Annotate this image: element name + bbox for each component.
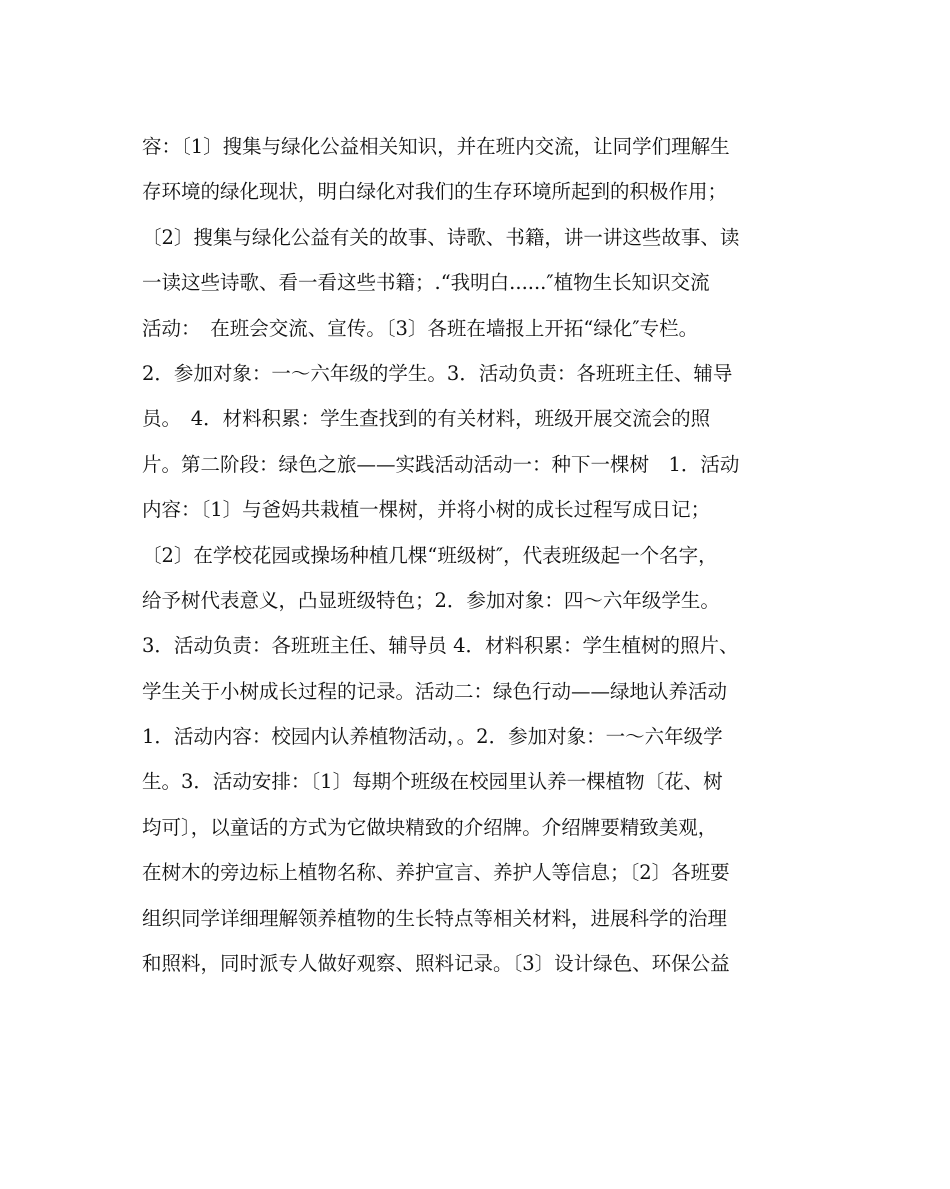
text-line: 员。 4．材料积累：学生查找到的有关材料，班级开展交流会的照 (142, 407, 711, 431)
text-line: 生。3．活动安排：〔1〕每期个班级在校园里认养一棵植物〔花、树 (142, 770, 723, 794)
text-line: 存环境的绿化现状，明白绿化对我们的生存环境所起到的积极作用； (142, 180, 728, 204)
text-line: 1．活动内容：校园内认养植物活动，。2．参加对象：一～六年级学 (142, 725, 723, 749)
text-line: 容：〔1〕搜集与绿化公益相关知识，并在班内交流，让同学们理解生 (142, 135, 730, 158)
text-line: 给予树代表意义，凸显班级特色；2．参加对象：四～六年级学生。 (142, 588, 720, 612)
text-line: 学生关于小树成长过程的记录。活动二：绿色行动——绿地认养活动 (142, 679, 728, 703)
text-line: 〔2〕搜集与绿化公益有关的故事、诗歌、书籍，讲一讲这些故事、读 (142, 225, 740, 249)
text-line: 在树木的旁边标上植物名称、养护宣言、养护人等信息；〔2〕各班要 (142, 861, 730, 885)
text-line: 活动： 在班会交流、宣传。〔3〕各班在墙报上开拓“绿化″专栏。 (142, 316, 699, 340)
body-text (142, 124, 822, 986)
text-line: 和照料，同时派专人做好观察、照料记录。〔3〕设计绿色、环保公益 (142, 952, 730, 976)
text-line: 3．活动负责：各班班主任、辅导员 4．材料积累：学生植树的照片、 (142, 634, 739, 658)
text-line: 组织同学详细理解领养植物的生长特点等相关材料，进展科学的治理 (142, 906, 728, 930)
text-line: 内容：〔1〕与爸妈共栽植一棵树，并将小树的成长过程写成日记； (142, 498, 711, 522)
text-line: 均可〕，以童话的方式为它做块精致的介绍牌。介绍牌要精致美观， (142, 815, 718, 839)
text-line: 片。第二阶段：绿色之旅——实践活动活动一：种下一棵树 1．活动 (142, 452, 740, 476)
text-line: 2．参加对象：一～六年级的学生。3．活动负责：各班班主任、辅导 (142, 361, 733, 385)
text-line: 一读这些诗歌、看一看这些书籍；.“我明白......″植物生长知识交流 (142, 271, 710, 295)
text-line: 〔2〕在学校花园或操场种植几棵“班级树″，代表班级起一个名字， (142, 543, 718, 567)
